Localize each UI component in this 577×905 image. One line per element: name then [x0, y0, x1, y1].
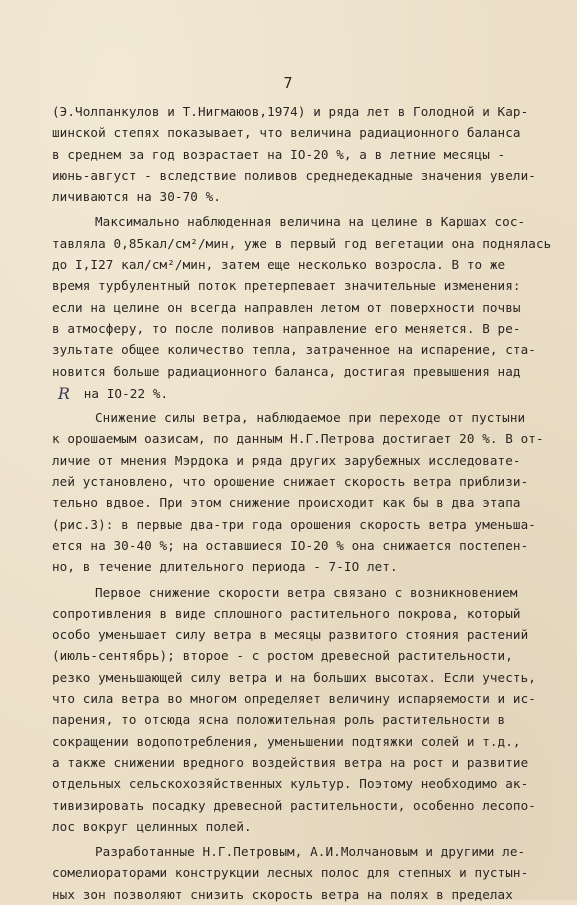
text-line: шинской степях показывает, что величина радиационного баланса: [52, 125, 521, 141]
text-line: новится больше радиационного баланса, достигая превышения над: [52, 363, 521, 379]
text-line: если на целине он всегда направлен летом от поверхности почвы: [52, 299, 521, 315]
text-line: июнь-август - вследствие поливов среднедекадные значения увели-: [52, 167, 536, 183]
text-line: Разработанные Н.Г.Петровым, А.И.Молчановым и другими ле-: [95, 844, 526, 860]
text-line: тавляла 0,85кал/см²/мин, уже в первый год вегетации она поднялась: [52, 235, 552, 251]
text-line: отдельных сельскохозяйственных культур. Поэтому необходимо ак-: [52, 776, 529, 792]
text-line: тельно вдвое. При этом снижение происходит как бы в два этапа: [52, 495, 521, 511]
text-line: (июль-сентябрь); второе - с ростом древесной растительности,: [52, 648, 513, 664]
text-line: в среднем за год возрастает на IO-20 %, а в летние месяцы -: [52, 146, 506, 162]
text-line: (Э.Чолпанкулов и Т.Нигмаюов,1974) и ряда лет в Голодной и Кар-: [52, 104, 529, 119]
text-line: лей установлено, что орошение снижает скорость ветра приблизи-: [52, 474, 529, 490]
page-number: 7: [283, 74, 294, 92]
text-line: ных зон позволяют снизить скорость ветра на полях в пределах: [52, 886, 513, 902]
text-line: тивизировать посадку древесной растительности, особенно лесопо-: [52, 797, 536, 813]
text-line: к орошаемым оазисам, по данным Н.Г.Петрова достигает 20 %. В от-: [52, 431, 544, 447]
text-line: Снижение силы ветра, наблюдаемое при переходе от пустыни: [95, 410, 526, 426]
text-line: лос вокруг целинных полей.: [52, 818, 252, 834]
text-line: личие от мнения Мэрдока и ряда других зарубежных исследовате-: [52, 452, 521, 468]
text-line: Первое снижение скорости ветра связано с возникновением: [95, 584, 518, 600]
text-line: (рис.3): в первые два-три года орошения скорость ветра уменьша-: [52, 516, 536, 532]
text-line: но, в течение длительного периода - 7-IO лет.: [52, 559, 398, 575]
text-line: сопротивления в виде сплошного растительного покрова, который: [52, 605, 521, 621]
text-line: что сила ветра во многом определяет величину испаряемости и ис-: [52, 691, 536, 707]
text-line: в атмосферу, то после поливов направление его меняется. В ре-: [52, 320, 521, 336]
text-line: сомелиораторами конструкции лесных полос для степных и пустын-: [52, 865, 529, 881]
body-text: [52, 101, 552, 905]
text-line-with-handwritten-mark: [52, 382, 552, 403]
text-line: зультате общее количество тепла, затраченное на испарение, ста-: [52, 342, 536, 358]
text-line: ется на 30-40 %; на оставшиеся IO-20 % она снижается постепен-: [52, 537, 529, 553]
handwritten-r-mark: R: [57, 383, 71, 403]
text-line: парения, то отсюда ясна положительная роль растительности в: [52, 712, 506, 728]
text-line: Максимально наблюденная величина на целине в Каршах сос-: [95, 214, 526, 230]
text-line: время турбулентный поток претерпевает значительные изменения:: [52, 278, 521, 294]
text-line: сокращении водопотребления, уменьшении подтяжки солей и т.д.,: [52, 733, 521, 749]
text-line: резко уменьшающей силу ветра и на больших высотах. Если учесть,: [52, 669, 536, 685]
text-line: а также снижении вредного воздействия ветра на рост и развитие: [52, 754, 529, 770]
text-line-content: на IO-22 %.: [83, 385, 169, 401]
text-line: особо уменьшает силу ветра в месяцы развитого стояния растений: [52, 627, 529, 643]
text-line: личиваются на 30-70 %.: [52, 189, 222, 205]
text-line: до I,I27 кал/см²/мин, затем еще несколько возросла. В то же: [52, 257, 506, 273]
